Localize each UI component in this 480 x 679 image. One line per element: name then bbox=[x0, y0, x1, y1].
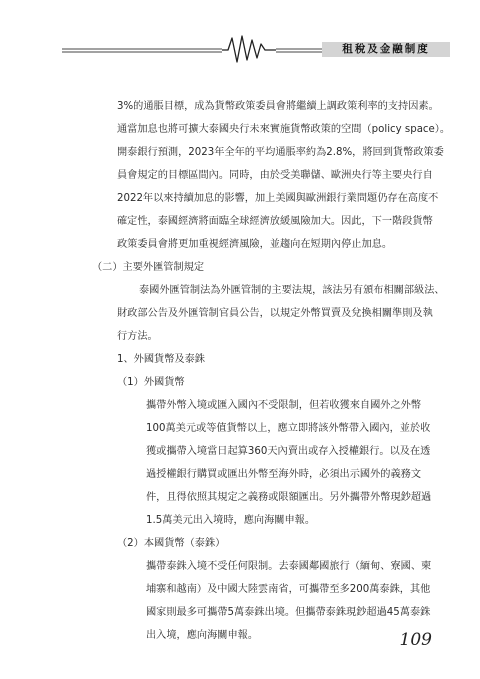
item-heading: （2）本國貨幣（泰銖） bbox=[117, 538, 226, 549]
paragraph-line: 財政部公告及外匯管制官員公告，以規定外幣買賣及兌換相關準則及執 bbox=[117, 308, 433, 319]
header-title: 租稅及金融制度 bbox=[342, 43, 430, 55]
paragraph-line: 攜帶泰銖入境不受任何限制。去泰國鄰國旅行（緬甸、寮國、柬 bbox=[146, 561, 432, 572]
paragraph-line: 通當加息也將可擴大泰國央行未來實施貨幣政策的空間（policy space）。 bbox=[117, 124, 451, 135]
subsection-heading: 1、外國貨幣及泰銖 bbox=[117, 354, 205, 365]
paragraph-line: 國家則最多可攜帶5萬泰銖出境。但攜帶泰銖現鈔超過45萬泰銖 bbox=[146, 607, 431, 618]
paragraph-line: 行方法。 bbox=[117, 331, 158, 342]
paragraph-line: 確定性，泰國經濟將面臨全球經濟放緩風險加大。因此，下一階段貨幣 bbox=[117, 216, 433, 227]
paragraph-line: 過授權銀行購買或匯出外幣至海外時，必須出示國外的義務文 bbox=[146, 469, 422, 480]
paragraph-line: 件，且得依照其規定之義務或限額匯出。另外攜帶外幣現鈔超過 bbox=[146, 492, 432, 503]
paragraph-line: 開泰銀行預測，2023年全年的平均通脹率約為2.8%，將回到貨幣政策委 bbox=[117, 147, 444, 158]
paragraph-line: 泰國外匯管制法為外匯管制的主要法規，該法另有頒布相關部級法、 bbox=[139, 285, 445, 296]
paragraph-line: 政策委員會將更加重視經濟風險，並趨向在短期內停止加息。 bbox=[117, 239, 393, 250]
paragraph-line: 出入境，應向海關申報。 bbox=[146, 630, 259, 641]
section-heading: （二）主要外匯管制規定 bbox=[92, 262, 205, 273]
paragraph-line: 3%的通脹目標，成為貨幣政策委員會將繼續上調政策利率的支持因素。 bbox=[117, 101, 439, 112]
item-heading: （1）外國貨幣 bbox=[117, 377, 185, 388]
paragraph-line: 員會規定的目標區間內。同時，由於受美聯儲、歐洲央行等主要央行自 bbox=[117, 170, 433, 181]
page-number: 109 bbox=[399, 630, 432, 650]
paragraph-line: 獲或攜帶入境當日起算360天內賣出或存入授權銀行。以及在透 bbox=[146, 446, 431, 457]
paragraph-line: 2022年以來持續加息的影響，加上美國與歐洲銀行業問題仍存在高度不 bbox=[117, 193, 439, 204]
paragraph-line: 100萬美元或等值貨幣以上，應立即將該外幣帶入國內，並於收 bbox=[146, 423, 431, 434]
paragraph-line: 埔寨和越南）及中國大陸雲南省，可攜帶至多200萬泰銖，其他 bbox=[146, 584, 431, 595]
paragraph-line: 攜帶外幣入境或匯入國內不受限制，但若收獲來自國外之外幣 bbox=[146, 400, 422, 411]
paragraph-line: 1.5萬美元出入境時，應向海關申報。 bbox=[146, 515, 316, 526]
